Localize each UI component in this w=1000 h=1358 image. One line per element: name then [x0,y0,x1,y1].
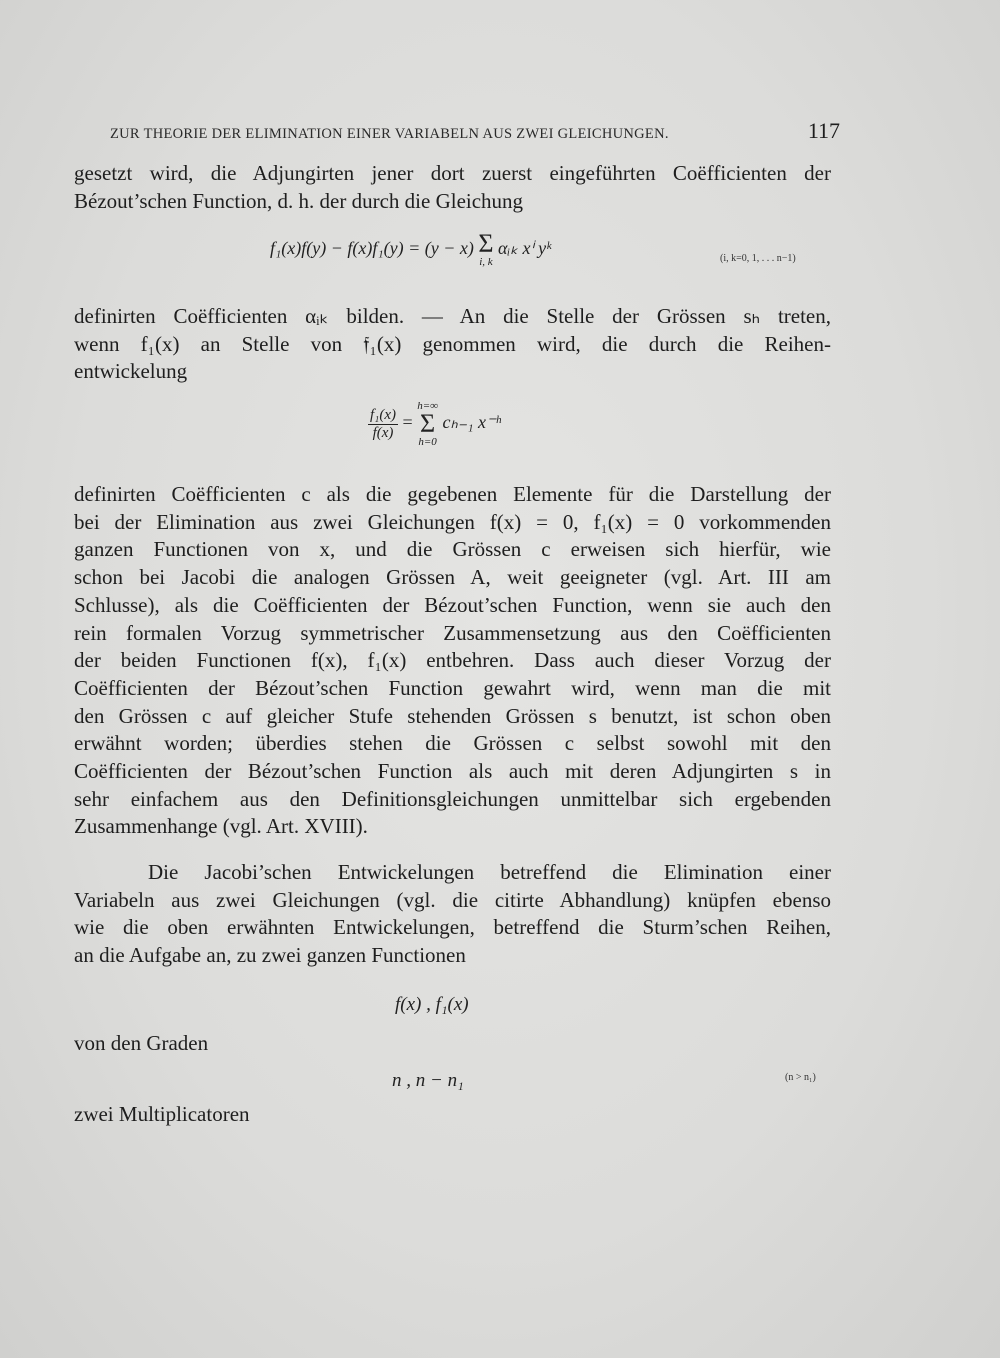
text-line: Die Jacobi’schen Entwickelungen betreffend die Elimination einer [148,860,831,884]
sum-index: i, k [479,256,493,268]
text-line: wenn f₁(x) an Stelle von 𝔣₁(x) genommen wird, die durch die Reihen- [74,331,831,356]
paragraph-1 [74,160,831,215]
label-degrees: von den Graden [74,1031,209,1055]
equation-lhs: f₁(x)f(y) − f(x)f₁(y) = (y − x) [270,238,474,259]
paragraph-4 [74,859,831,970]
fraction-numerator: f₁(x) [370,406,397,423]
text-line: an die Aufgabe an, zu zwei ganzen Functionen [74,943,466,968]
page-number: 117 [807,118,840,143]
equation-term: αᵢₖ xⁱ yᵏ [497,238,552,259]
equation-degrees: n , n − n₁ [392,1070,464,1091]
sum-operator [417,400,438,448]
text-line: ganzen Functionen von x, und die Grössen c erweisen sich hierfür, wie [74,537,831,562]
text-line: Zusammenhange (vgl. Art. XVIII). [74,814,368,839]
text-line: den Grössen c auf gleicher Stufe stehenden Grössen s benutzt, ist schon oben [74,703,831,728]
text-line: erwähnt worden; überdies stehen die Grössen c selbst sowohl mit den [74,731,831,756]
sum-operator [478,229,494,268]
label-multipliers: zwei Multiplicatoren [74,1102,250,1126]
text-line: schon bei Jacobi die analogen Grössen A, weit geeigneter (vgl. Art. III am [74,565,831,590]
equation-series [368,400,501,448]
text-line: bei der Elimination aus zwei Gleichungen f(x) = 0, f₁(x) = 0 vorkommenden [74,509,831,534]
text-line: rein formalen Vorzug symmetrischer Zusammensetzung aus den Coëfficienten [74,620,831,645]
equation-functions: f(x) , f₁(x) [395,994,469,1015]
text-line: sehr einfachem aus den Definitionsgleichungen unmittelbar sich ergebenden [74,786,831,811]
degrees-condition: (n > n₁) [785,1072,816,1083]
text-line: Variabeln aus zwei Gleichungen (vgl. die citirte Abhandlung) knüpfen ebenso [74,887,831,912]
text-line: der beiden Functionen f(x), f₁(x) entbehren. Dass auch dieser Vorzug der [74,648,831,673]
text-line: Schlusse), als die Coëfficienten der Bézout’schen Function, wenn sie auch den [74,592,831,617]
text-line: definirten Coëfficienten αᵢₖ bilden. — An die Stelle der Grössen sₕ treten, [74,304,831,328]
sigma-symbol: Σ [420,409,436,438]
text-line: entwickelung [74,359,188,384]
page-header [110,118,840,144]
equation-condition: (i, k=0, 1, . . . n−1) [720,253,796,264]
equals-sign: = [402,412,413,433]
sigma-symbol: Σ [478,229,494,258]
paragraph-2 [74,303,831,386]
sum-lower-limit: h=0 [418,436,437,448]
running-head: ZUR THEORIE DER ELIMINATION EINER VARIABELN AUS ZWEI GLEICHUNGEN. [110,126,669,142]
series-term: cₕ₋₁ x⁻ʰ [442,412,501,433]
paragraph-3 [74,481,831,841]
text-line: wie die oben erwähnten Entwickelungen, betreffend die Sturm’schen Reihen, [74,915,831,940]
text-line: Coëfficienten der Bézout’schen Function als auch mit deren Adjungirten s in [74,759,831,784]
fraction-denominator: f(x) [372,424,394,441]
text-line: Bézout’schen Function, d. h. der durch die Gleichung [74,188,524,213]
text-line: gesetzt wird, die Adjungirten jener dort zuerst eingeführten Coëfficienten der [74,161,831,185]
fraction [368,407,398,442]
equation-bezout [270,229,552,268]
sum-upper-limit: h=∞ [417,400,438,412]
text-line: Coëfficienten der Bézout’schen Function gewahrt wird, wenn man die mit [74,675,831,700]
text-line: definirten Coëfficienten c als die gegebenen Elemente für die Darstellung der [74,482,831,506]
